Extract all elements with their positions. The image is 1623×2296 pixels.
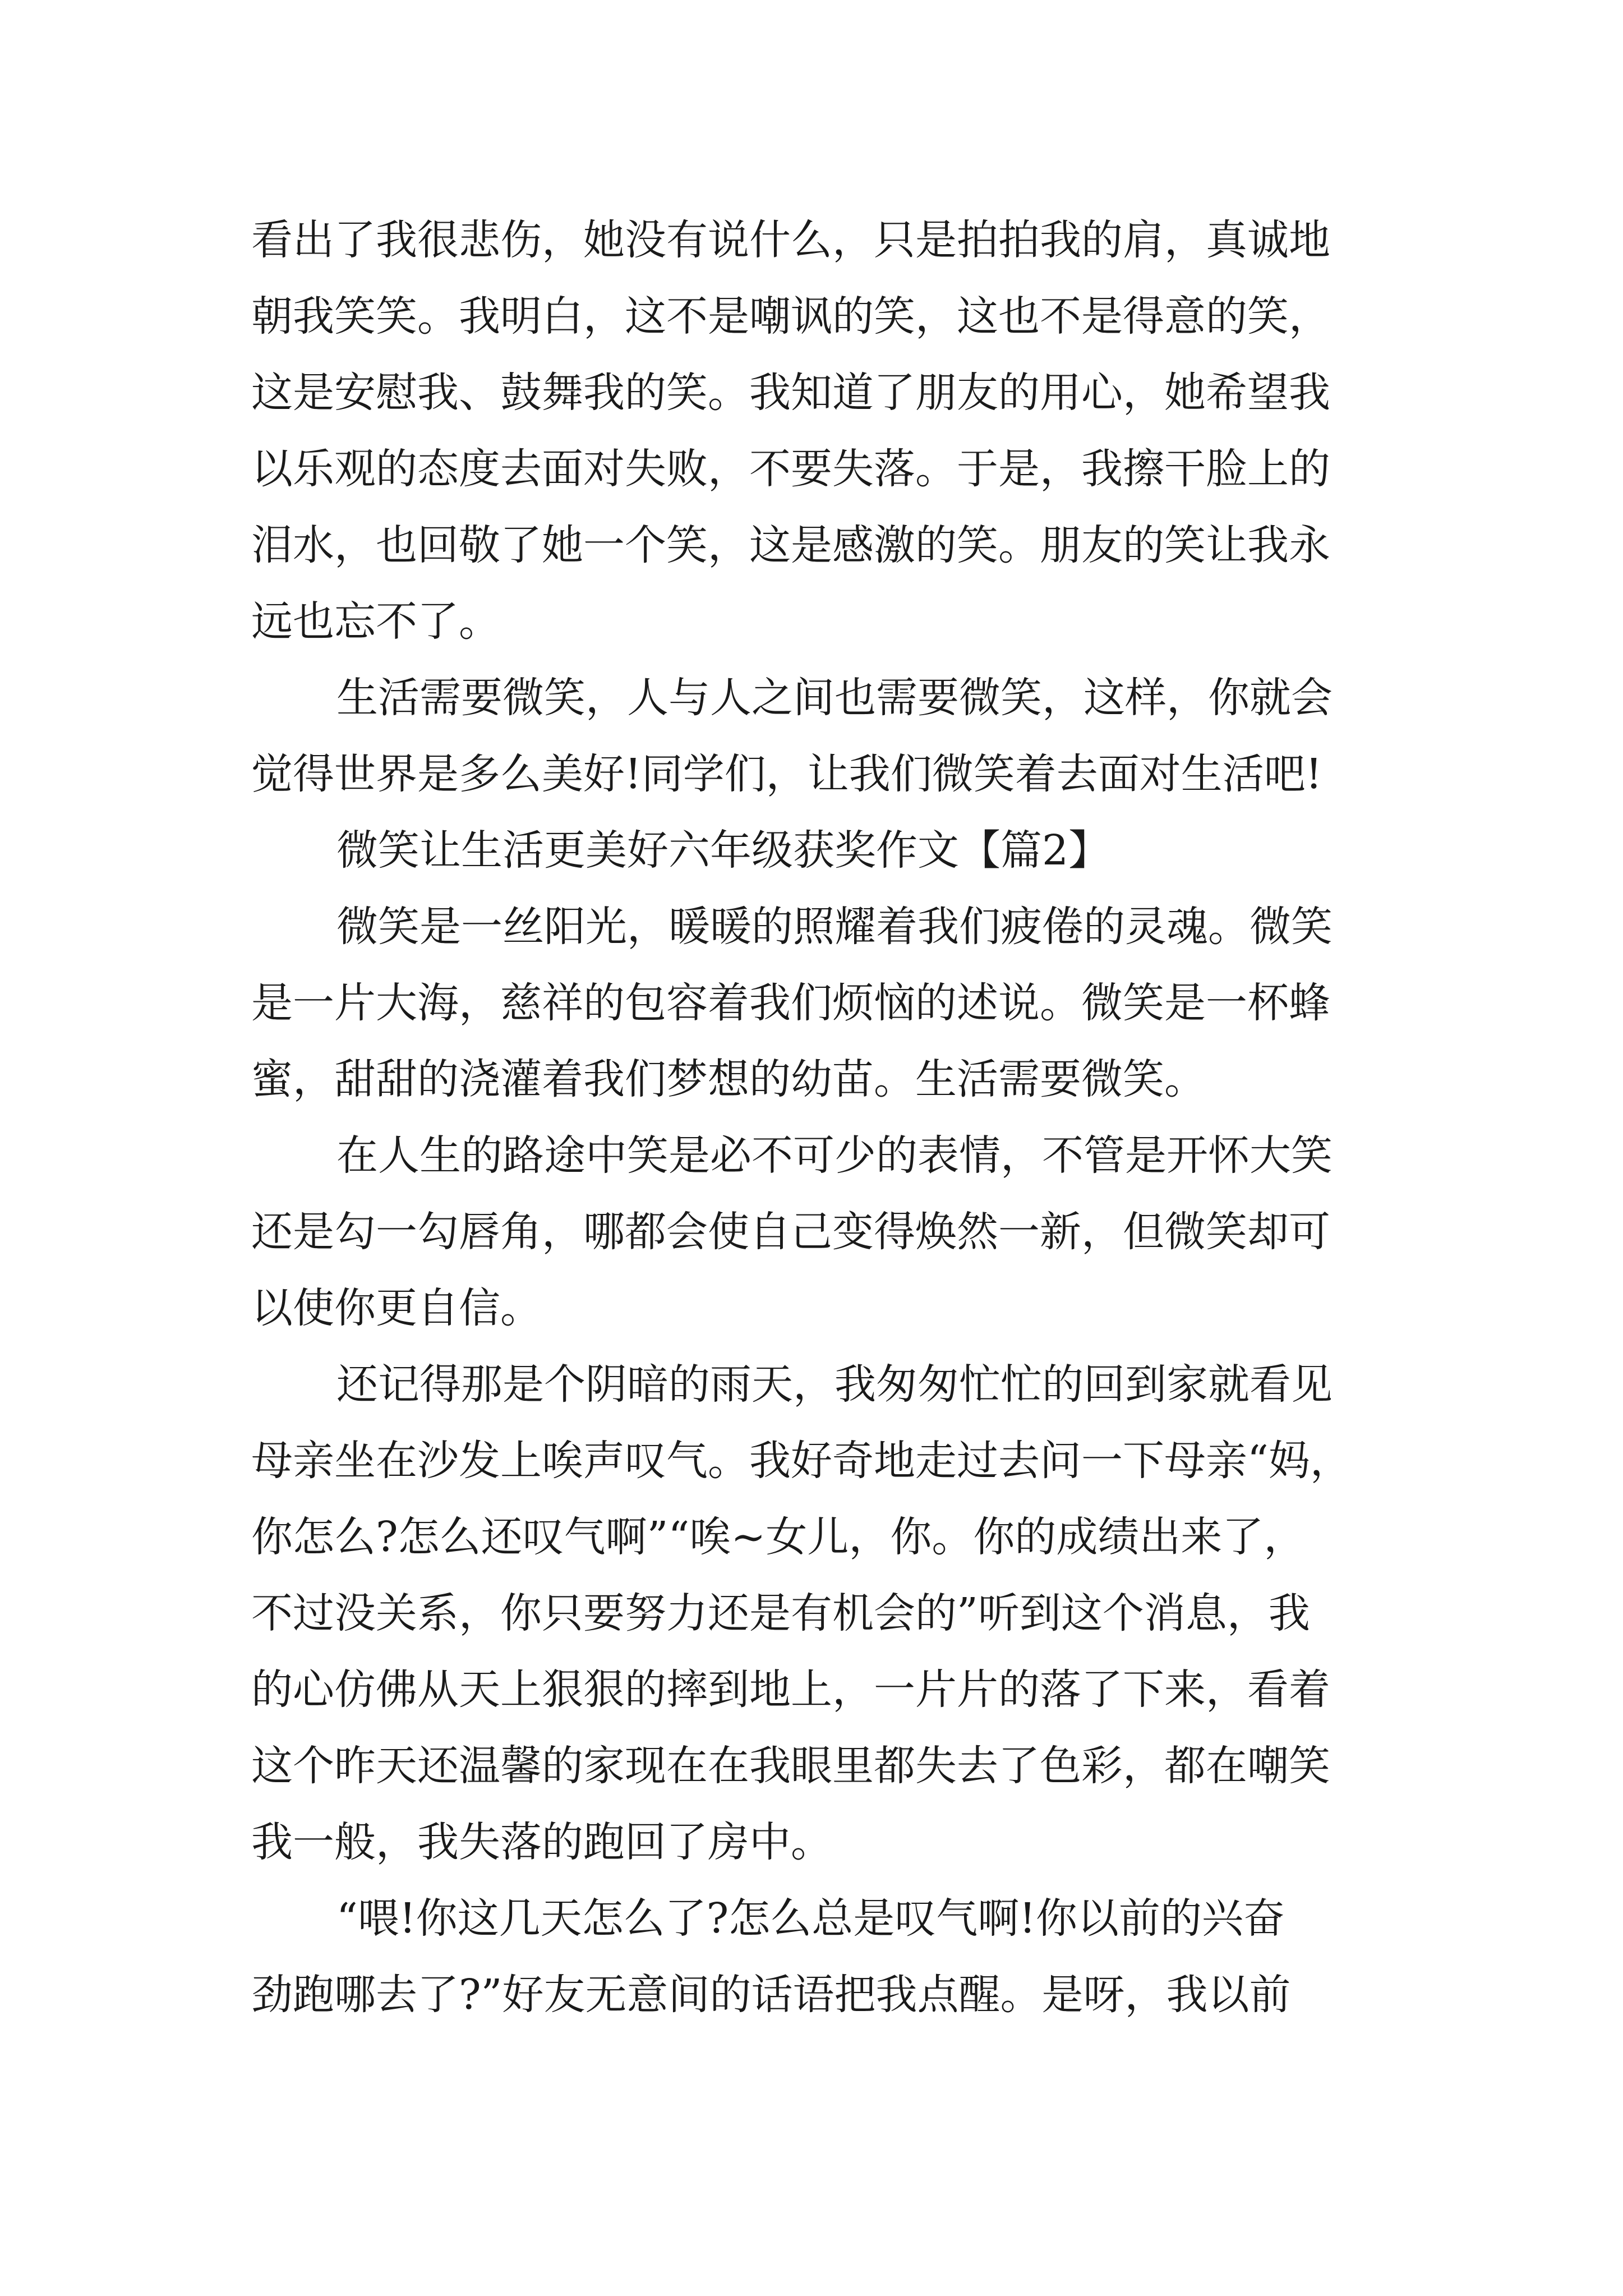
paragraph-first-line: 在人生的路途中笑是必不可少的表情，不管是开怀大笑 xyxy=(336,1131,1332,1180)
text-line: 劲跑哪去了?”好友无意间的话语把我点醒。是呀，我以前 xyxy=(251,1971,1291,2019)
text-line: 以乐观的态度去面对失败，不要失落。于是，我擦干脸上的 xyxy=(251,445,1330,493)
text-line: 以使你更自信。 xyxy=(251,1284,542,1332)
section-heading: 微笑让生活更美好六年级获奖作文【篇2】 xyxy=(336,826,1110,875)
text-line: 看出了我很悲伤，她没有说什么，只是拍拍我的肩，真诚地 xyxy=(251,216,1330,264)
paragraph-first-line: 生活需要微笑，人与人之间也需要微笑，这样，你就会 xyxy=(336,674,1332,722)
text-line: 的心仿佛从天上狠狠的摔到地上，一片片的落了下来，看着 xyxy=(251,1665,1330,1714)
paragraph-first-line: 还记得那是个阴暗的雨天，我匆匆忙忙的回到家就看见 xyxy=(336,1360,1332,1409)
essay-body xyxy=(251,202,1395,2033)
paragraph-first-line: 微笑是一丝阳光，暖暖的照耀着我们疲倦的灵魂。微笑 xyxy=(336,903,1332,951)
text-line: 觉得世界是多么美好!同学们，让我们微笑着去面对生活吧! xyxy=(251,750,1322,798)
text-line: 泪水，也回敬了她一个笑，这是感激的笑。朋友的笑让我永 xyxy=(251,521,1330,569)
paragraph-first-line: “喂!你这几天怎么了?怎么总是叹气啊!你以前的兴奋 xyxy=(336,1894,1285,1943)
text-line: 这个昨天还温馨的家现在在我眼里都失去了色彩，都在嘲笑 xyxy=(251,1742,1330,1790)
text-line: 蜜，甜甜的浇灌着我们梦想的幼苗。生活需要微笑。 xyxy=(251,1055,1206,1103)
text-line: 远也忘不了。 xyxy=(251,597,500,646)
text-line: 朝我笑笑。我明白，这不是嘲讽的笑，这也不是得意的笑， xyxy=(251,292,1330,341)
text-line: 我一般，我失落的跑回了房中。 xyxy=(251,1818,832,1866)
text-line: 是一片大海，慈祥的包容着我们烦恼的述说。微笑是一杯蜂 xyxy=(251,979,1330,1027)
text-line: 你怎么?怎么还叹气啊”“唉~女儿，你。你的成绩出来了， xyxy=(251,1513,1306,1561)
text-line: 还是勾一勾唇角，哪都会使自己变得焕然一新，但微笑却可 xyxy=(251,1208,1330,1256)
text-line: 不过没关系，你只要努力还是有机会的”听到这个消息，我 xyxy=(251,1589,1310,1637)
text-line: 母亲坐在沙发上唉声叹气。我好奇地走过去问一下母亲“妈， xyxy=(251,1437,1352,1485)
text-line: 这是安慰我、鼓舞我的笑。我知道了朋友的用心，她希望我 xyxy=(251,369,1330,417)
